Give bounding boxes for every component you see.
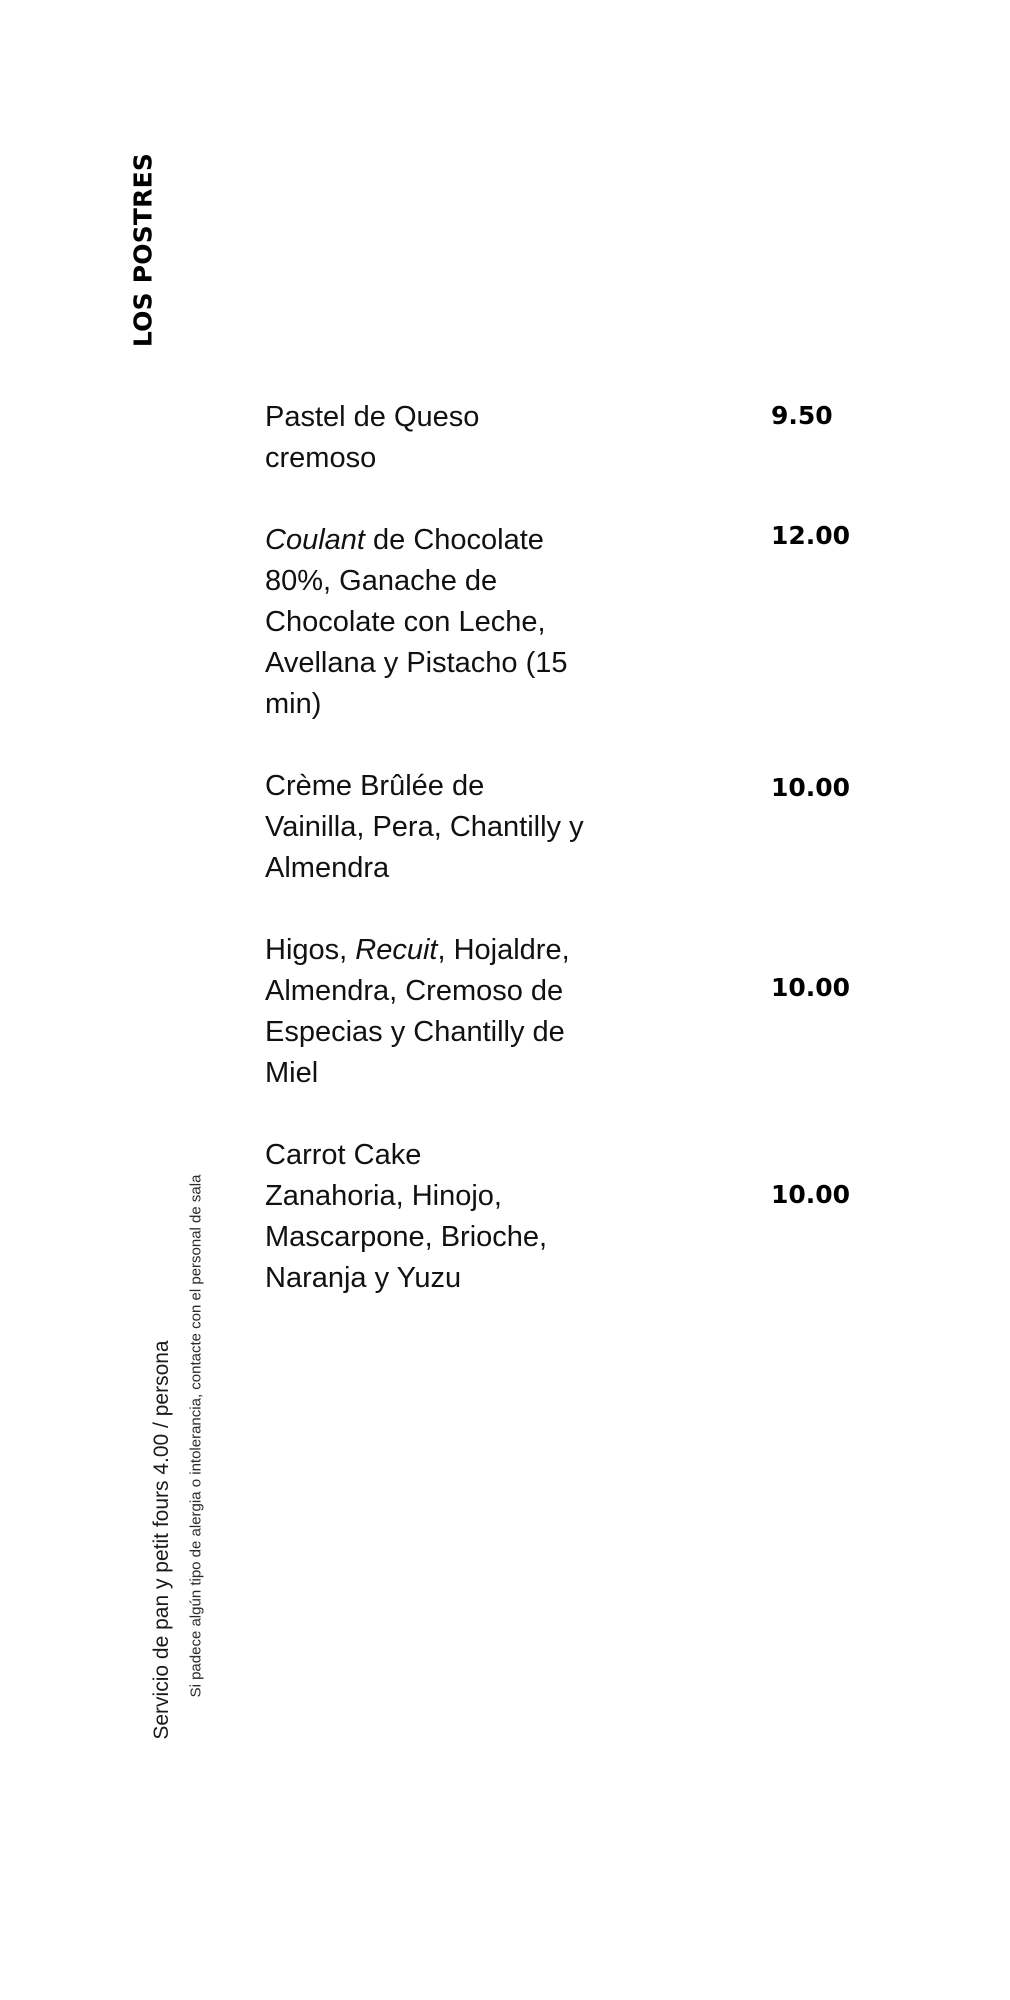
menu-item-name-line: Mascarpone, Brioche, (265, 1221, 548, 1253)
menu-item-name-line: Avellana y Pistacho (15 (265, 647, 568, 679)
menu-item-name-line: Zanahoria, Hinojo, (265, 1180, 502, 1212)
allergy-note: Si padece algún tipo de alergia o intolerancia, contacte con el personal de sala (187, 1174, 205, 1698)
menu-item-name (265, 1135, 615, 1299)
menu-item-name-line: Almendra (265, 852, 390, 884)
menu-item-name-line: Miel (265, 1057, 319, 1089)
menu-item-price: 10.00 (771, 1180, 851, 1209)
menu-item-name-line: Pastel de Queso (265, 401, 480, 433)
menu-item-name-line: Crème Brûlée de (265, 770, 485, 802)
menu-item-name (265, 766, 615, 889)
menu-item-name-suffix: , Hojaldre, (437, 934, 570, 966)
bread-service-note: Servicio de pan y petit fours 4.00 / persona (150, 1340, 173, 1740)
menu-item-name-line: Carrot Cake (265, 1139, 422, 1171)
menu-item-name (265, 397, 615, 479)
menu-item-name-line: Naranja y Yuzu (265, 1262, 462, 1294)
menu-item-name-line: 80%, Ganache de (265, 565, 498, 597)
menu-item-price: 12.00 (771, 521, 851, 550)
menu-item-name-line: Especias y Chantilly de (265, 1016, 565, 1048)
menu-item-name-line: min) (265, 688, 322, 720)
section-title: LOS POSTRES (128, 152, 158, 348)
menu-item-name-line: Chocolate con Leche, (265, 606, 546, 638)
menu-item-price: 9.50 (771, 401, 833, 430)
menu-item-price: 10.00 (771, 773, 851, 802)
menu-item-name-line: Vainilla, Pera, Chantilly y (265, 811, 584, 843)
menu-item-name (265, 930, 615, 1094)
menu-item-name-line: Almendra, Cremoso de (265, 975, 564, 1007)
menu-item-price: 10.00 (771, 973, 851, 1002)
menu-item-name (265, 520, 615, 725)
menu-item-name-line: de Chocolate (364, 524, 544, 556)
menu-item-name-prefix: Higos, (265, 934, 356, 966)
menu-item-name-italic: Coulant (265, 524, 365, 556)
menu-item-name-line: cremoso (265, 442, 377, 474)
menu-item-name-italic: Recuit (355, 934, 438, 966)
